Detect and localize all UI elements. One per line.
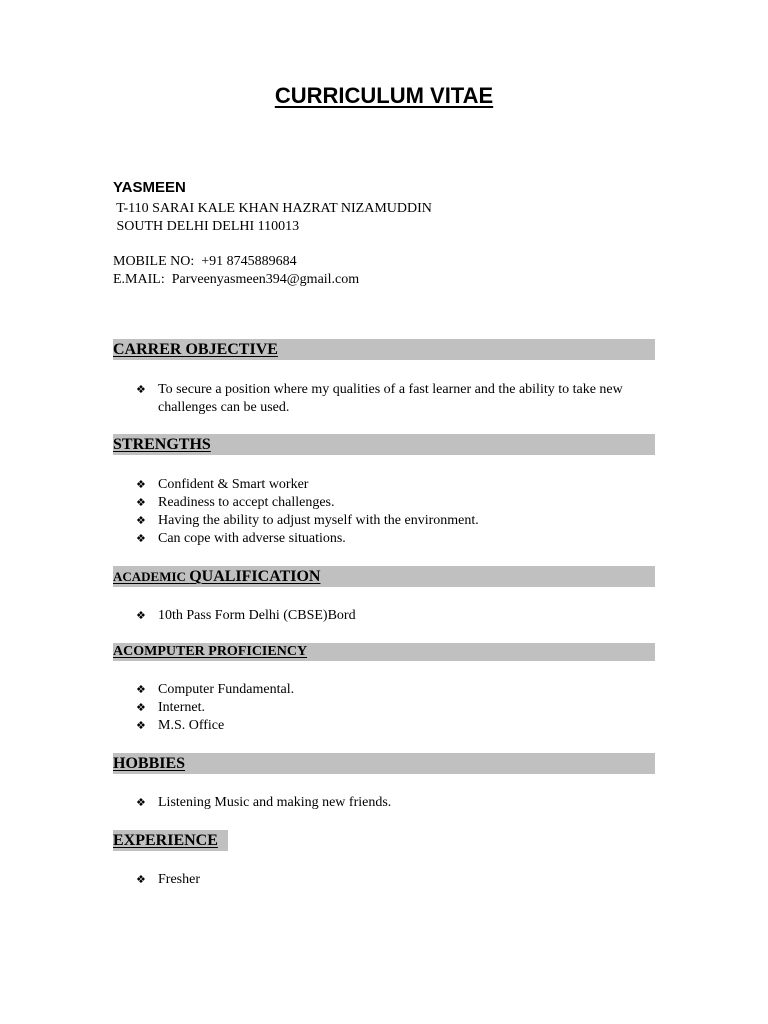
email-address: E.MAIL: Parveenyasmeen394@gmail.com [113,272,360,287]
address-line-1: T-110 SARAI KALE KHAN HAZRAT NIZAMUDDIN [113,201,432,216]
list-item: ❖ Internet. [136,700,206,715]
diamond-bullet-icon: ❖ [136,478,146,491]
list-item: ❖ 10th Pass Form Delhi (CBSE)Bord [136,608,356,623]
list-item: ❖ M.S. Office [136,718,225,733]
diamond-bullet-icon: ❖ [136,532,146,545]
section-heading-objective: CARRER OBJECTIVE [113,341,278,358]
diamond-bullet-icon: ❖ [136,719,146,732]
section-heading-strengths: STRENGTHS [113,436,211,453]
list-item: ❖ Fresher [136,872,200,887]
section-heading-experience: EXPERIENCE [113,832,218,849]
diamond-bullet-icon: ❖ [136,609,146,622]
diamond-bullet-icon: ❖ [136,796,146,809]
list-item: ❖ Readiness to accept challenges. [136,495,335,510]
diamond-bullet-icon: ❖ [136,873,146,886]
section-bar-hobbies [113,753,655,774]
list-item: ❖ To secure a position where my qualities of a fast learner and the ability to take new challenges can be used. [136,382,623,415]
list-item: ❖ Can cope with adverse situations. [136,531,346,546]
list-item: ❖ Listening Music and making new friends. [136,795,392,810]
page-title [0,82,768,110]
applicant-name: YASMEEN [113,179,186,196]
section-heading-computer: ACOMPUTER PROFICIENCY [113,644,308,659]
title-text: CURRICULUM VITAE [274,83,494,108]
section-heading-hobbies: HOBBIES [113,755,186,772]
diamond-bullet-icon: ❖ [136,383,146,396]
diamond-bullet-icon: ❖ [136,701,146,714]
diamond-bullet-icon: ❖ [136,514,146,527]
list-item: ❖ Confident & Smart worker [136,477,309,492]
diamond-bullet-icon: ❖ [136,683,146,696]
list-item: ❖ Having the ability to adjust myself with the environment. [136,513,479,528]
section-heading-academic: ACADEMIC QUALIFICATION [113,568,321,585]
mobile-number: MOBILE NO: +91 8745889684 [113,254,297,269]
list-item: ❖ Computer Fundamental. [136,682,295,697]
address-line-2: SOUTH DELHI DELHI 110013 [113,219,300,234]
diamond-bullet-icon: ❖ [136,496,146,509]
